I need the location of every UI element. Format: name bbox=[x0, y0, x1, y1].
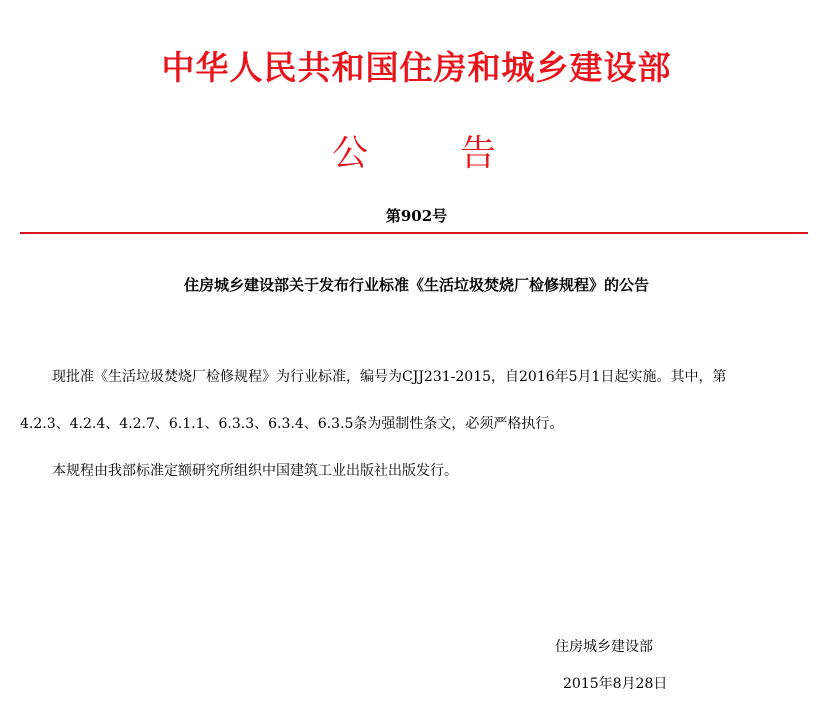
paragraph-2: 本规程由我部标准定额研究所组织中国建筑工业出版社出版发行。 bbox=[52, 463, 458, 479]
announcement-heading-char-2: 告 bbox=[460, 133, 497, 174]
document-title: 住房城乡建设部关于发布行业标准《生活垃圾焚烧厂检修规程》的公告 bbox=[183, 276, 649, 294]
red-divider-rule bbox=[20, 232, 808, 234]
document-number: 第902号 bbox=[385, 207, 448, 225]
ministry-title: 中华人民共和国住房和城乡建设部 bbox=[161, 48, 672, 87]
signature-organization: 住房城乡建设部 bbox=[555, 639, 653, 655]
announcement-heading-char-1: 公 bbox=[332, 133, 369, 174]
signature-date: 2015年8月28日 bbox=[563, 676, 668, 692]
paragraph-1: 现批准《生活垃圾焚烧厂检修规程》为行业标准，编号为CJJ231-2015，自2016年5月1日起实施。其中，第 bbox=[52, 369, 727, 385]
paragraph-1-continued: 4.2.3、4.2.4、4.2.7、6.1.1、6.3.3、6.3.4、6.3.5条为强制性条文，必须严格执行。 bbox=[20, 416, 564, 432]
